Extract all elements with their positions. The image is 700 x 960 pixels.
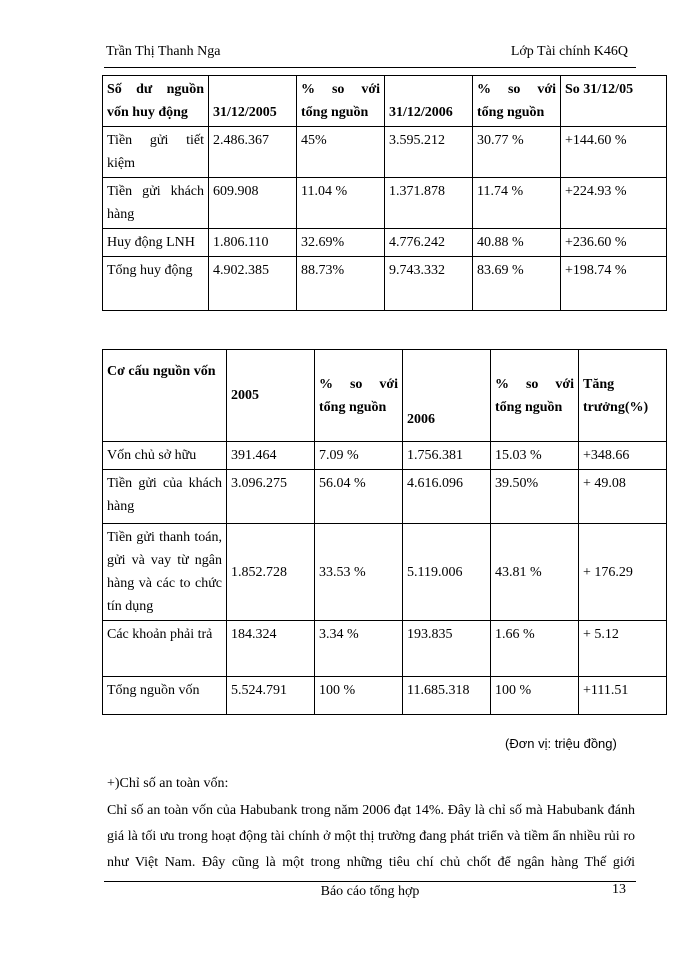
- table-header-row: [103, 76, 667, 127]
- header-rule: [104, 67, 636, 68]
- table-row: [103, 127, 667, 178]
- table-cell: Tổng nguồn vốn: [103, 677, 227, 715]
- table-row: [103, 442, 667, 470]
- table-cell: 3.595.212: [385, 127, 473, 178]
- table-cell: 1.806.110: [209, 229, 297, 257]
- table-cell: 4.776.242: [385, 229, 473, 257]
- col-header: Số dư nguồn vốn huy động: [103, 76, 209, 127]
- table-cell: 1.756.381: [403, 442, 491, 470]
- col-header: 2006: [403, 350, 491, 442]
- section-title: +)Chỉ số an toàn vốn:: [107, 776, 229, 791]
- table-cell: 32.69%: [297, 229, 385, 257]
- table-cell: Các khoản phải trả: [103, 621, 227, 677]
- table-cell: 9.743.332: [385, 257, 473, 311]
- table-cell: 3.34 %: [315, 621, 403, 677]
- table-cell: Huy động LNH: [103, 229, 209, 257]
- table-row: [103, 470, 667, 524]
- table-cell: +236.60 %: [561, 229, 667, 257]
- footer-rule: [104, 881, 636, 882]
- table-cell: 1.66 %: [491, 621, 579, 677]
- table-header-row: [103, 350, 667, 442]
- col-header: % so với tổng nguồn: [315, 350, 403, 442]
- table-cell: +111.51: [579, 677, 667, 715]
- table-cell: 40.88 %: [473, 229, 561, 257]
- table-cell: 4.902.385: [209, 257, 297, 311]
- table-cell: 45%: [297, 127, 385, 178]
- table-cell: 1.371.878: [385, 178, 473, 229]
- table-cell: +224.93 %: [561, 178, 667, 229]
- table-cell: 5.524.791: [227, 677, 315, 715]
- table-cell: +348.66: [579, 442, 667, 470]
- table-cell: 88.73%: [297, 257, 385, 311]
- table-cell: 83.69 %: [473, 257, 561, 311]
- table-cell: 1.852.728: [227, 524, 315, 621]
- col-header: So 31/12/05: [561, 76, 667, 127]
- table-row: [103, 621, 667, 677]
- unit-note: (Đơn vị: triệu đồng): [505, 736, 617, 751]
- table-cell: +144.60 %: [561, 127, 667, 178]
- table-cell: 43.81 %: [491, 524, 579, 621]
- col-header: 2005: [227, 350, 315, 442]
- class-name: Lớp Tài chính K46Q: [510, 44, 628, 59]
- table-cell: + 176.29: [579, 524, 667, 621]
- table-cell: Tiền gửi của khách hàng: [103, 470, 227, 524]
- col-header: % so với tổng nguồn: [473, 76, 561, 127]
- table-cell: Tiền gửi khách hàng: [103, 178, 209, 229]
- col-header: 31/12/2005: [209, 76, 297, 127]
- table-cell: 184.324: [227, 621, 315, 677]
- page-header: [106, 44, 636, 64]
- body-paragraph: Chỉ số an toàn vốn của Habubank trong năm 2006 đạt 14%. Đây là chỉ số mà Habubank đánh giá là tối ưu trong hoạt động tài chính ở một thị trường đang phát triển và tiềm ẩn nhiều rủi ro như Việt Nam. Đây cũng là một trong những tiêu chí chủ chốt để ngân hàng Thế giới: [107, 803, 635, 870]
- table-cell: Tiền gửi tiết kiệm: [103, 127, 209, 178]
- table-cell: 30.77 %: [473, 127, 561, 178]
- table-cell: +198.74 %: [561, 257, 667, 311]
- table-cell: 15.03 %: [491, 442, 579, 470]
- table-cell: 33.53 %: [315, 524, 403, 621]
- col-header: Cơ cấu nguồn vốn: [103, 350, 227, 442]
- table-cell: 11.685.318: [403, 677, 491, 715]
- table-row: [103, 524, 667, 621]
- col-header: Tăng trưởng(%): [579, 350, 667, 442]
- table-row: [103, 178, 667, 229]
- table-cell: 11.74 %: [473, 178, 561, 229]
- table-cell: Vốn chủ sở hữu: [103, 442, 227, 470]
- table-cell: Tiền gửi thanh toán, gửi và vay từ ngân hàng và các to chức tín dụng: [103, 524, 227, 621]
- table-cell: 609.908: [209, 178, 297, 229]
- table-cell: 11.04 %: [297, 178, 385, 229]
- table-cell: 193.835: [403, 621, 491, 677]
- col-header: % so với tổng nguồn: [297, 76, 385, 127]
- author-name: Trần Thị Thanh Nga: [106, 44, 221, 59]
- table-cell: 4.616.096: [403, 470, 491, 524]
- table-cell: 100 %: [315, 677, 403, 715]
- table-cell: 391.464: [227, 442, 315, 470]
- col-header: 31/12/2006: [385, 76, 473, 127]
- table-cell: + 49.08: [579, 470, 667, 524]
- table-cell: 5.119.006: [403, 524, 491, 621]
- capital-structure-table: [102, 349, 667, 715]
- table-cell: 56.04 %: [315, 470, 403, 524]
- table-cell: 39.50%: [491, 470, 579, 524]
- page-number: 13: [612, 882, 626, 897]
- table-cell: 100 %: [491, 677, 579, 715]
- table-cell: 2.486.367: [209, 127, 297, 178]
- deposit-table: [102, 75, 667, 311]
- table-cell: + 5.12: [579, 621, 667, 677]
- table-cell: 7.09 %: [315, 442, 403, 470]
- table-cell: Tổng huy động: [103, 257, 209, 311]
- table-row: [103, 677, 667, 715]
- footer-title: Báo cáo tổng hợp: [320, 884, 420, 899]
- table-row: [103, 257, 667, 311]
- table-row: [103, 229, 667, 257]
- col-header: % so với tổng nguồn: [491, 350, 579, 442]
- table-cell: 3.096.275: [227, 470, 315, 524]
